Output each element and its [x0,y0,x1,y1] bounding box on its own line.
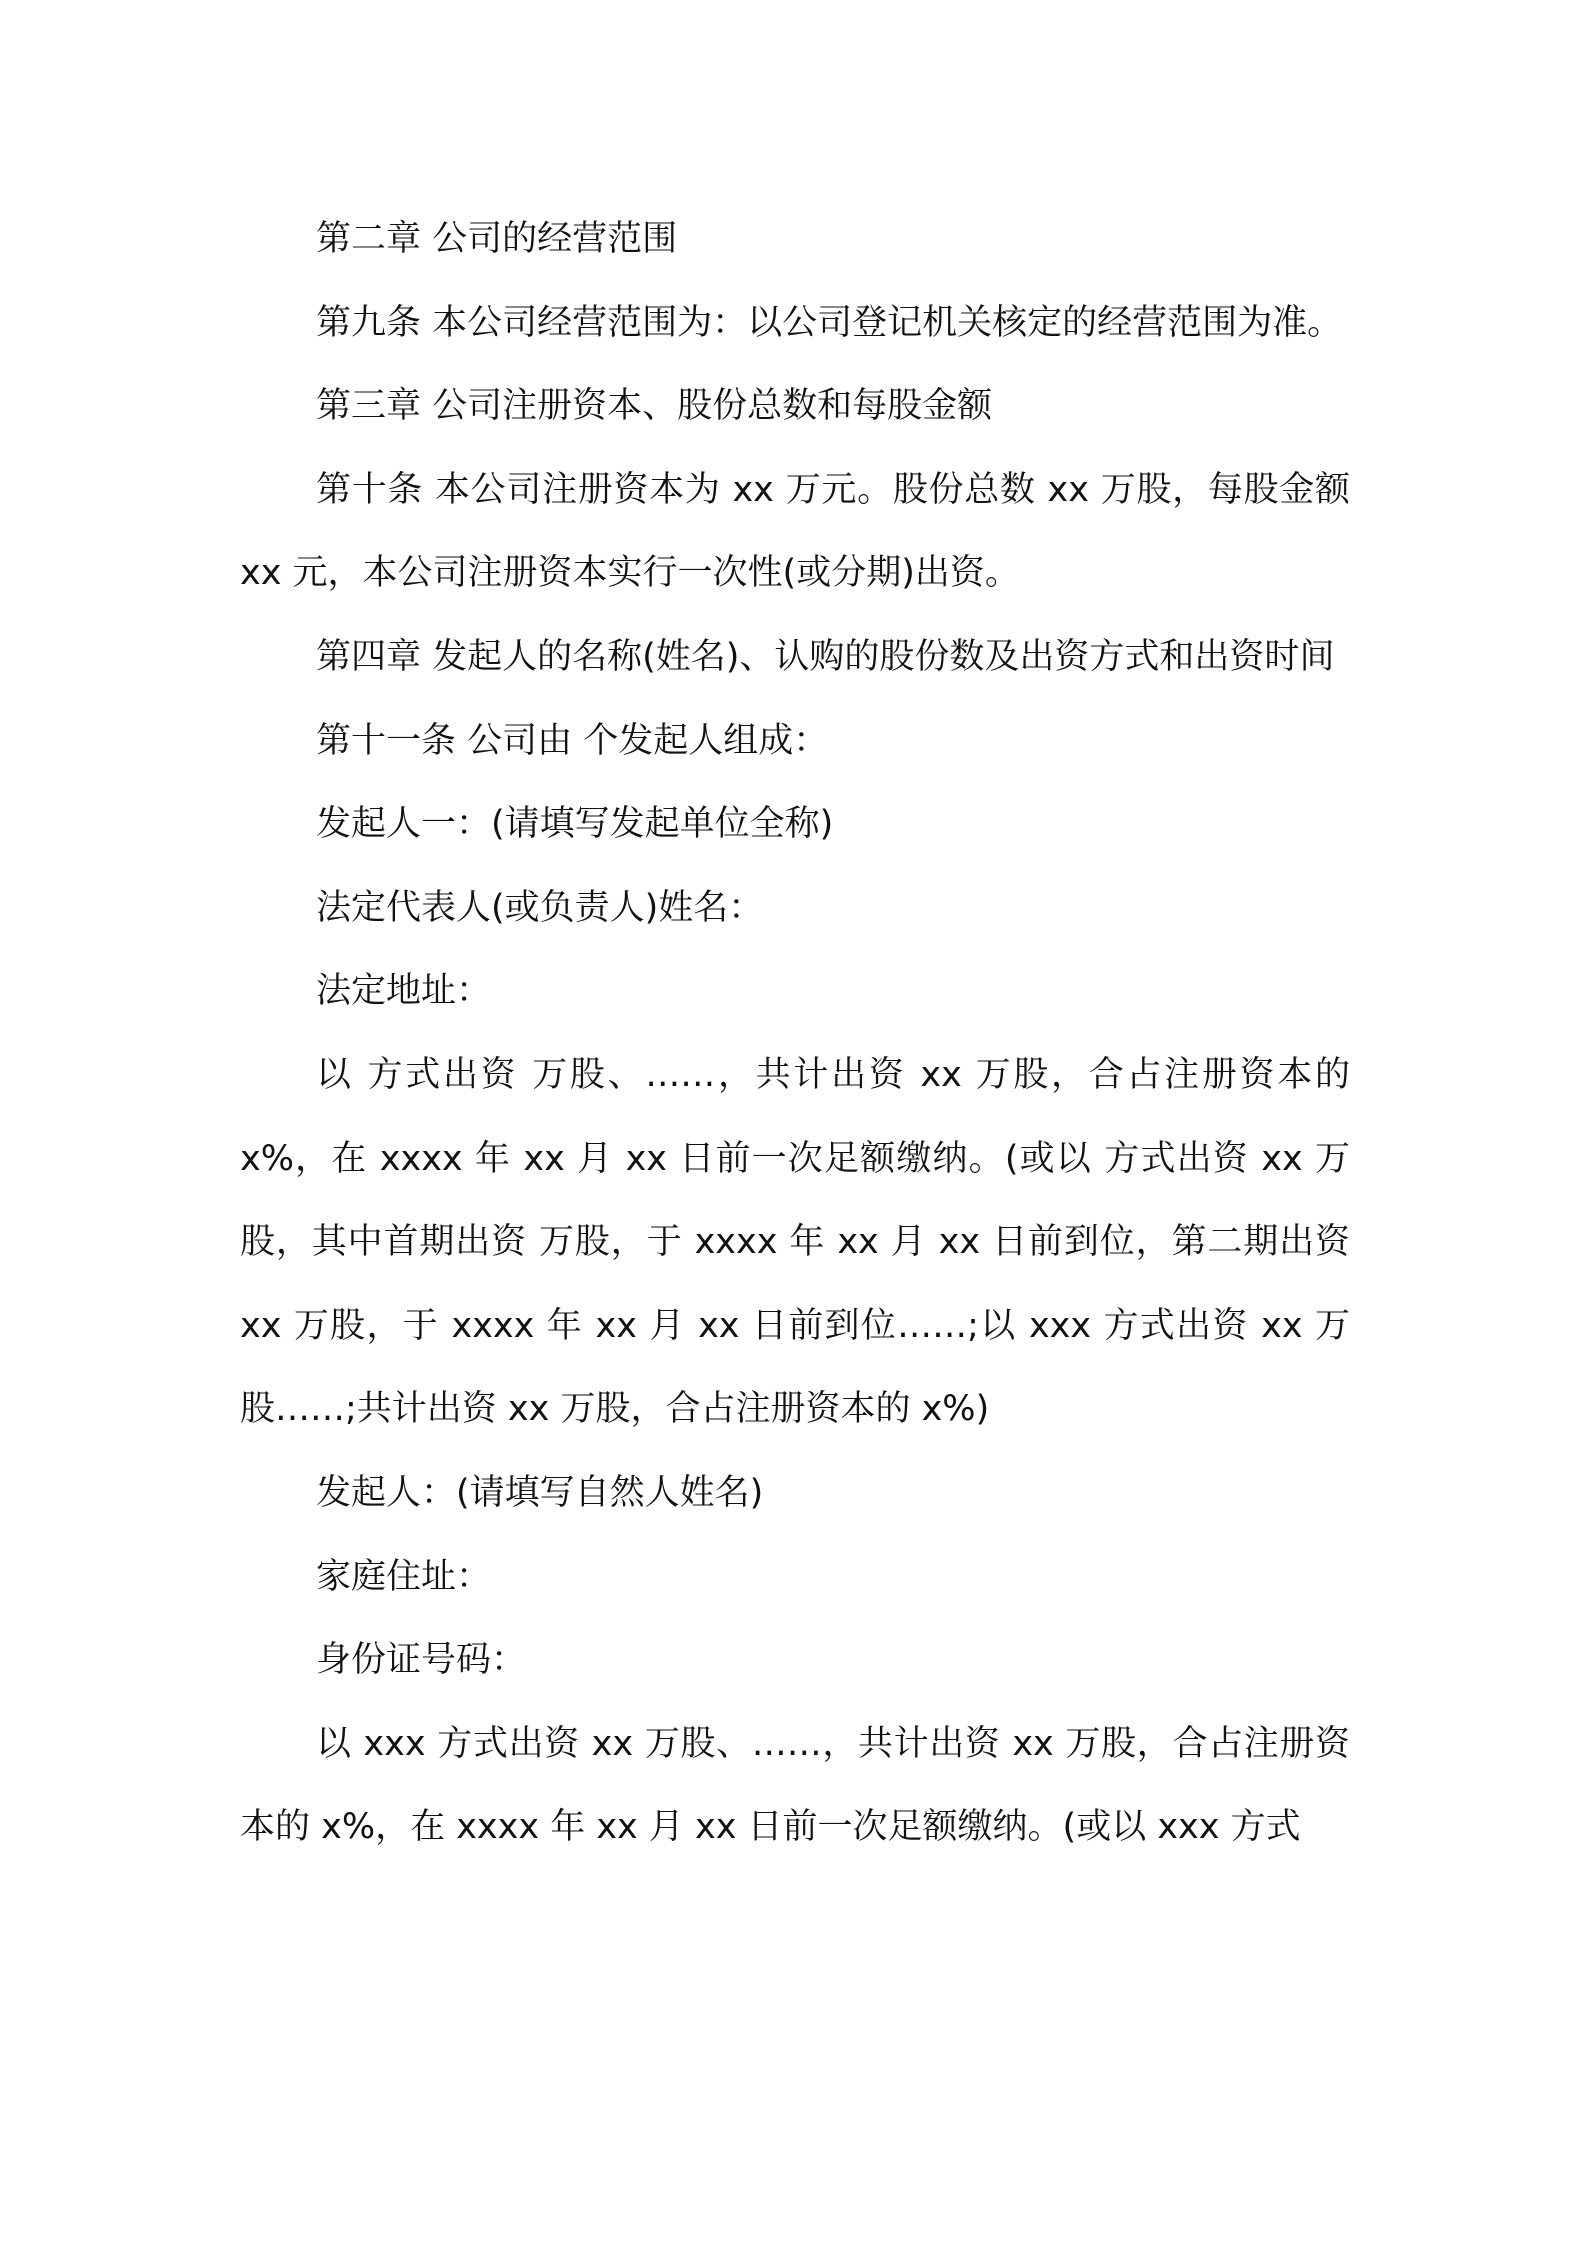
chapter-4-heading: 第四章 发起人的名称(姓名)、认购的股份数及出资方式和出资时间 [316,636,1335,677]
home-address-line: 家庭住址： [316,1556,492,1597]
article-11: 第十一条 公司由 个发起人组成： [316,720,829,761]
id-number-line: 身份证号码： [316,1640,527,1681]
article-9: 第九条 本公司经营范围为：以公司登记机关核定的经营范围为准。 [316,302,1343,343]
document-page [240,198,1350,1870]
legal-address-line: 法定地址： [316,971,492,1012]
chapter-2-heading: 第二章 公司的经营范围 [316,219,678,259]
legal-representative-line: 法定代表人(或负责人)姓名： [316,887,764,928]
promoter-one-line: 发起人一：(请填写发起单位全称) [316,804,834,845]
natural-person-promoter-line: 发起人：(请填写自然人姓名) [316,1472,764,1513]
contribution-paragraph-2: 以 xxx 方式出资 xx 万股、……，共计出资 xx 万股，合占注册资本的 x%，在 xxxx 年 xx 月 xx 日前一次足额缴纳。(或以 xxx 方式 [240,1723,1350,1848]
chapter-3-heading: 第三章 公司注册资本、股份总数和每股金额 [316,386,993,427]
article-10: 第十条 本公司注册资本为 xx 万元。股份总数 xx 万股，每股金额 xx 元，本公司注册资本实行一次性(或分期)出资。 [240,469,1350,594]
contribution-paragraph-1: 以 方式出资 万股、……，共计出资 xx 万股，合占注册资本的 x%，在 xxxx 年 xx 月 xx 日前一次足额缴纳。(或以 方式出资 xx 万股，其中首期出资 万股，于 xxxx 年 xx 月 xx 日前到位，第二期出资 xx 万股，于 xxxx 年 xx 月 xx 日前到位……;以 xxx 方式出资 xx 万股……;共计出资 xx 万股，合占注册资本的 x%) [240,1054,1350,1430]
